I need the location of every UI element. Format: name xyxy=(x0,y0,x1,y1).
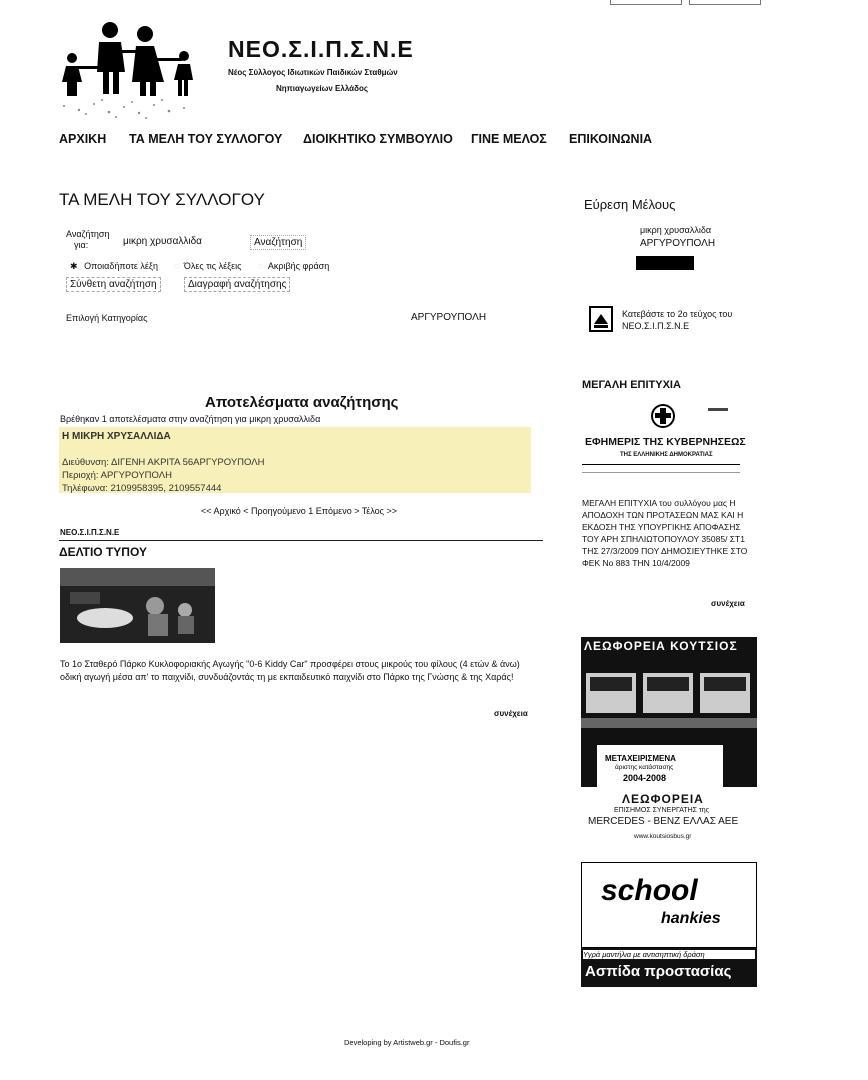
bus-image xyxy=(581,663,757,753)
school-hankies-ad[interactable] xyxy=(581,862,757,987)
gazette-rule-2 xyxy=(582,472,740,473)
greek-emblem-icon xyxy=(580,402,750,432)
search-label xyxy=(66,229,109,251)
advanced-search-button[interactable]: Σύνθετη αναζήτηση xyxy=(66,277,161,292)
school-ad-tagline: Υγρά μαντήλια με αντισηπτική δράση xyxy=(583,950,755,959)
pdf-download-icon[interactable] xyxy=(589,306,613,332)
find-member-button[interactable] xyxy=(636,256,694,270)
result-name[interactable]: Η ΜΙΚΡΗ ΧΡΥΣΑΛΛΙΔΑ xyxy=(62,431,171,442)
news-heading[interactable]: ΔΕΛΤΙΟ ΤΥΠΟΥ xyxy=(59,545,147,559)
news-photo[interactable] xyxy=(60,568,215,643)
download-text-line1: Κατεβάστε το 2ο τεύχος του xyxy=(622,309,733,319)
footer-credits[interactable]: Developing by Artistweb.gr - Doufis.gr xyxy=(344,1038,470,1047)
bus-ad-brand[interactable]: ΛΕΩΦΟΡΕΙΑ xyxy=(622,792,704,806)
radio-empty-icon: ◌ xyxy=(258,261,264,271)
search-input[interactable]: μικρη χρυσαλλιδα xyxy=(123,236,202,247)
bus-ad-url[interactable]: www.koutsiosbus.gr xyxy=(634,833,692,840)
school-ad-logo-bottom: hankies xyxy=(661,910,721,927)
logo-title: ΝΕΟ.Σ.Ι.Π.Σ.Ν.Ε xyxy=(228,36,414,62)
results-summary: Βρέθηκαν 1 αποτελέσματα στην αναζήτηση για μικρη χρυσαλλιδα xyxy=(60,414,321,424)
nav-item-contact[interactable]: ΕΠΙΚΟΙΝΩΝΙΑ xyxy=(569,132,653,146)
category-select[interactable]: ΑΡΓΥΡΟΥΠΟΛΗ xyxy=(411,312,487,323)
search-label-line1: Αναζήτηση xyxy=(66,229,110,239)
radio-any-word-label: Οποιαδήποτε λέξη xyxy=(84,261,158,271)
bus-ad-mercedes: MERCEDES - BENZ ΕΛΛΑΣ ΑΕΕ xyxy=(588,816,739,827)
gazette-subtitle: ΤΗΣ ΕΛΛΗΝΙΚΗΣ ΔΗΜΟΚΡΑΤΙΑΣ xyxy=(620,452,713,458)
family-logo-icon xyxy=(44,14,214,122)
top-box-right xyxy=(689,0,761,5)
gazette-image[interactable] xyxy=(580,402,750,478)
search-button[interactable]: Αναζήτηση xyxy=(250,235,306,250)
result-phone: Τηλέφωνα: 2109958395, 2109557444 xyxy=(62,483,222,494)
download-text[interactable] xyxy=(622,308,732,332)
results-title: Αποτελέσματα αναζήτησης xyxy=(205,394,399,411)
news-photo-image xyxy=(60,568,215,643)
bus-ad-used: ΜΕΤΑΧΕΙΡΙΣΜΕΝΑ xyxy=(605,754,676,763)
top-box-left xyxy=(610,0,682,5)
news-divider xyxy=(59,540,543,541)
nav-item-board[interactable]: ΔΙΟΙΚΗΤΙΚΟ ΣΥΜΒΟΥΛΙΟ xyxy=(303,132,453,146)
bus-ad-condition: άριστης κατάστασης xyxy=(615,764,674,771)
news-small-title: ΝΕΟ.Σ.Ι.Π.Σ.Ν.Ε xyxy=(60,528,120,537)
bus-ad-partner: ΕΠΙΣΗΜΟΣ ΣΥΝΕΡΓΑΤΗΣ της xyxy=(614,807,709,814)
find-member-title: Εύρεση Μέλους xyxy=(584,197,676,212)
success-text: ΜΕΓΑΛΗ ΕΠΙΤΥΧΙΑ του συλλόγου μας Η ΑΠΟΔΟΧΗ ΤΩΝ ΠΡΟΤΑΣΕΩΝ ΜΑΣ ΚΑΙ Η ΕΚΔΟΣΗ ΤΗΣ ΥΠΟΥΡΓΙΚΗΣ ΑΠΟΦΑΣΗΣ ΤΟΥ ΑΡΗ ΣΠΗΛΙΩΤΟΠΟΥΛΟΥ 35085/ ΣΤ1 ΤΗΣ 27/3/2009 ΠΟΥ ΔΗΜΟΣΙΕΥΤΗΚΕ ΣΤΟ ΦΕΚ No 883 ΤΗΝ 10/4/2009 xyxy=(582,498,748,568)
pagination[interactable]: << Αρχικό < Προηγούμενο 1 Επόμενο > Τέλος >> xyxy=(201,506,398,516)
result-area: Περιοχή: ΑΡΓΥΡΟΥΠΟΛΗ xyxy=(62,470,172,481)
bus-ad-years: 2004-2008 xyxy=(623,773,667,783)
radio-any-word[interactable] xyxy=(70,261,158,272)
school-ad-banner: Ασπίδα προστασίας xyxy=(585,963,732,980)
bus-ad[interactable] xyxy=(581,637,757,787)
gazette-rule xyxy=(582,464,740,465)
category-label: Επιλογή Κατηγορίας xyxy=(66,313,148,323)
find-member-keyword[interactable]: μικρη χρυσαλλιδα xyxy=(640,225,712,235)
bus-ad-title: ΛΕΩΦΟΡΕΙΑ ΚΟΥΤΣΙΟΣ xyxy=(584,639,738,653)
radio-all-words-label: Όλες τις λέξεις xyxy=(183,261,242,271)
news-text: Το 1ο Σταθερό Πάρκο Κυκλοφοριακής Αγωγής "0-6 Kiddy Car" προσφέρει στους μικρούς του φίλους (4 ετών & άνω) οδική αγωγή μέσα απ' το παιχνίδι, συνδυάζοντάς τη με εκπαιδευτικό παιχνίδι στο Πάρκο της Γνώσης & της Χαράς! xyxy=(60,659,520,682)
radio-exact-phrase-label: Ακριβής φράση xyxy=(267,261,330,271)
radio-exact-phrase[interactable] xyxy=(258,261,329,271)
nav-item-become-member[interactable]: ΓΙΝΕ ΜΕΛΟΣ xyxy=(471,132,547,146)
radio-all-words[interactable] xyxy=(174,261,241,271)
logo[interactable] xyxy=(44,14,214,122)
radio-selected-icon: ✱ xyxy=(70,261,78,271)
search-label-line2: για: xyxy=(74,240,89,250)
news-more-link[interactable]: συνέχεια xyxy=(494,709,528,718)
page-title: ΤΑ ΜΕΛΗ ΤΟΥ ΣΥΛΛΟΓΟΥ xyxy=(59,190,265,209)
clear-search-button[interactable]: Διαγραφή αναζήτησης xyxy=(184,277,290,292)
school-ad-logo-top: school xyxy=(601,874,698,907)
find-member-area[interactable]: ΑΡΓΥΡΟΥΠΟΛΗ xyxy=(640,238,716,249)
success-more-link[interactable]: συνέχεια xyxy=(711,599,745,608)
result-card xyxy=(59,427,531,493)
result-address: Διεύθυνση: ΔΙΓΕΝΗ ΑΚΡΙΤΑ 56ΑΡΓΥΡΟΥΠΟΛΗ xyxy=(62,457,265,468)
success-title: ΜΕΓΑΛΗ ΕΠΙΤΥΧΙΑ xyxy=(582,379,681,391)
download-text-line2: ΝΕΟ.Σ.Ι.Π.Σ.Ν.Ε xyxy=(622,321,690,331)
nav-item-members[interactable]: ΤΑ ΜΕΛΗ ΤΟΥ ΣΥΛΛΟΓΟΥ xyxy=(129,132,283,146)
radio-empty-icon: ◌ xyxy=(174,261,180,271)
gazette-title: ΕΦΗΜΕΡΙΣ ΤΗΣ ΚΥΒΕΡΝΗΣΕΩΣ xyxy=(585,436,746,448)
logo-subtitle-line1: Νέος Σύλλογος Ιδιωτικών Παιδικών Σταθμών xyxy=(228,68,398,77)
nav-item-home[interactable]: ΑΡΧΙΚΗ xyxy=(59,132,107,146)
logo-subtitle-line2: Νηπιαγωγείων Ελλάδος xyxy=(276,84,368,93)
